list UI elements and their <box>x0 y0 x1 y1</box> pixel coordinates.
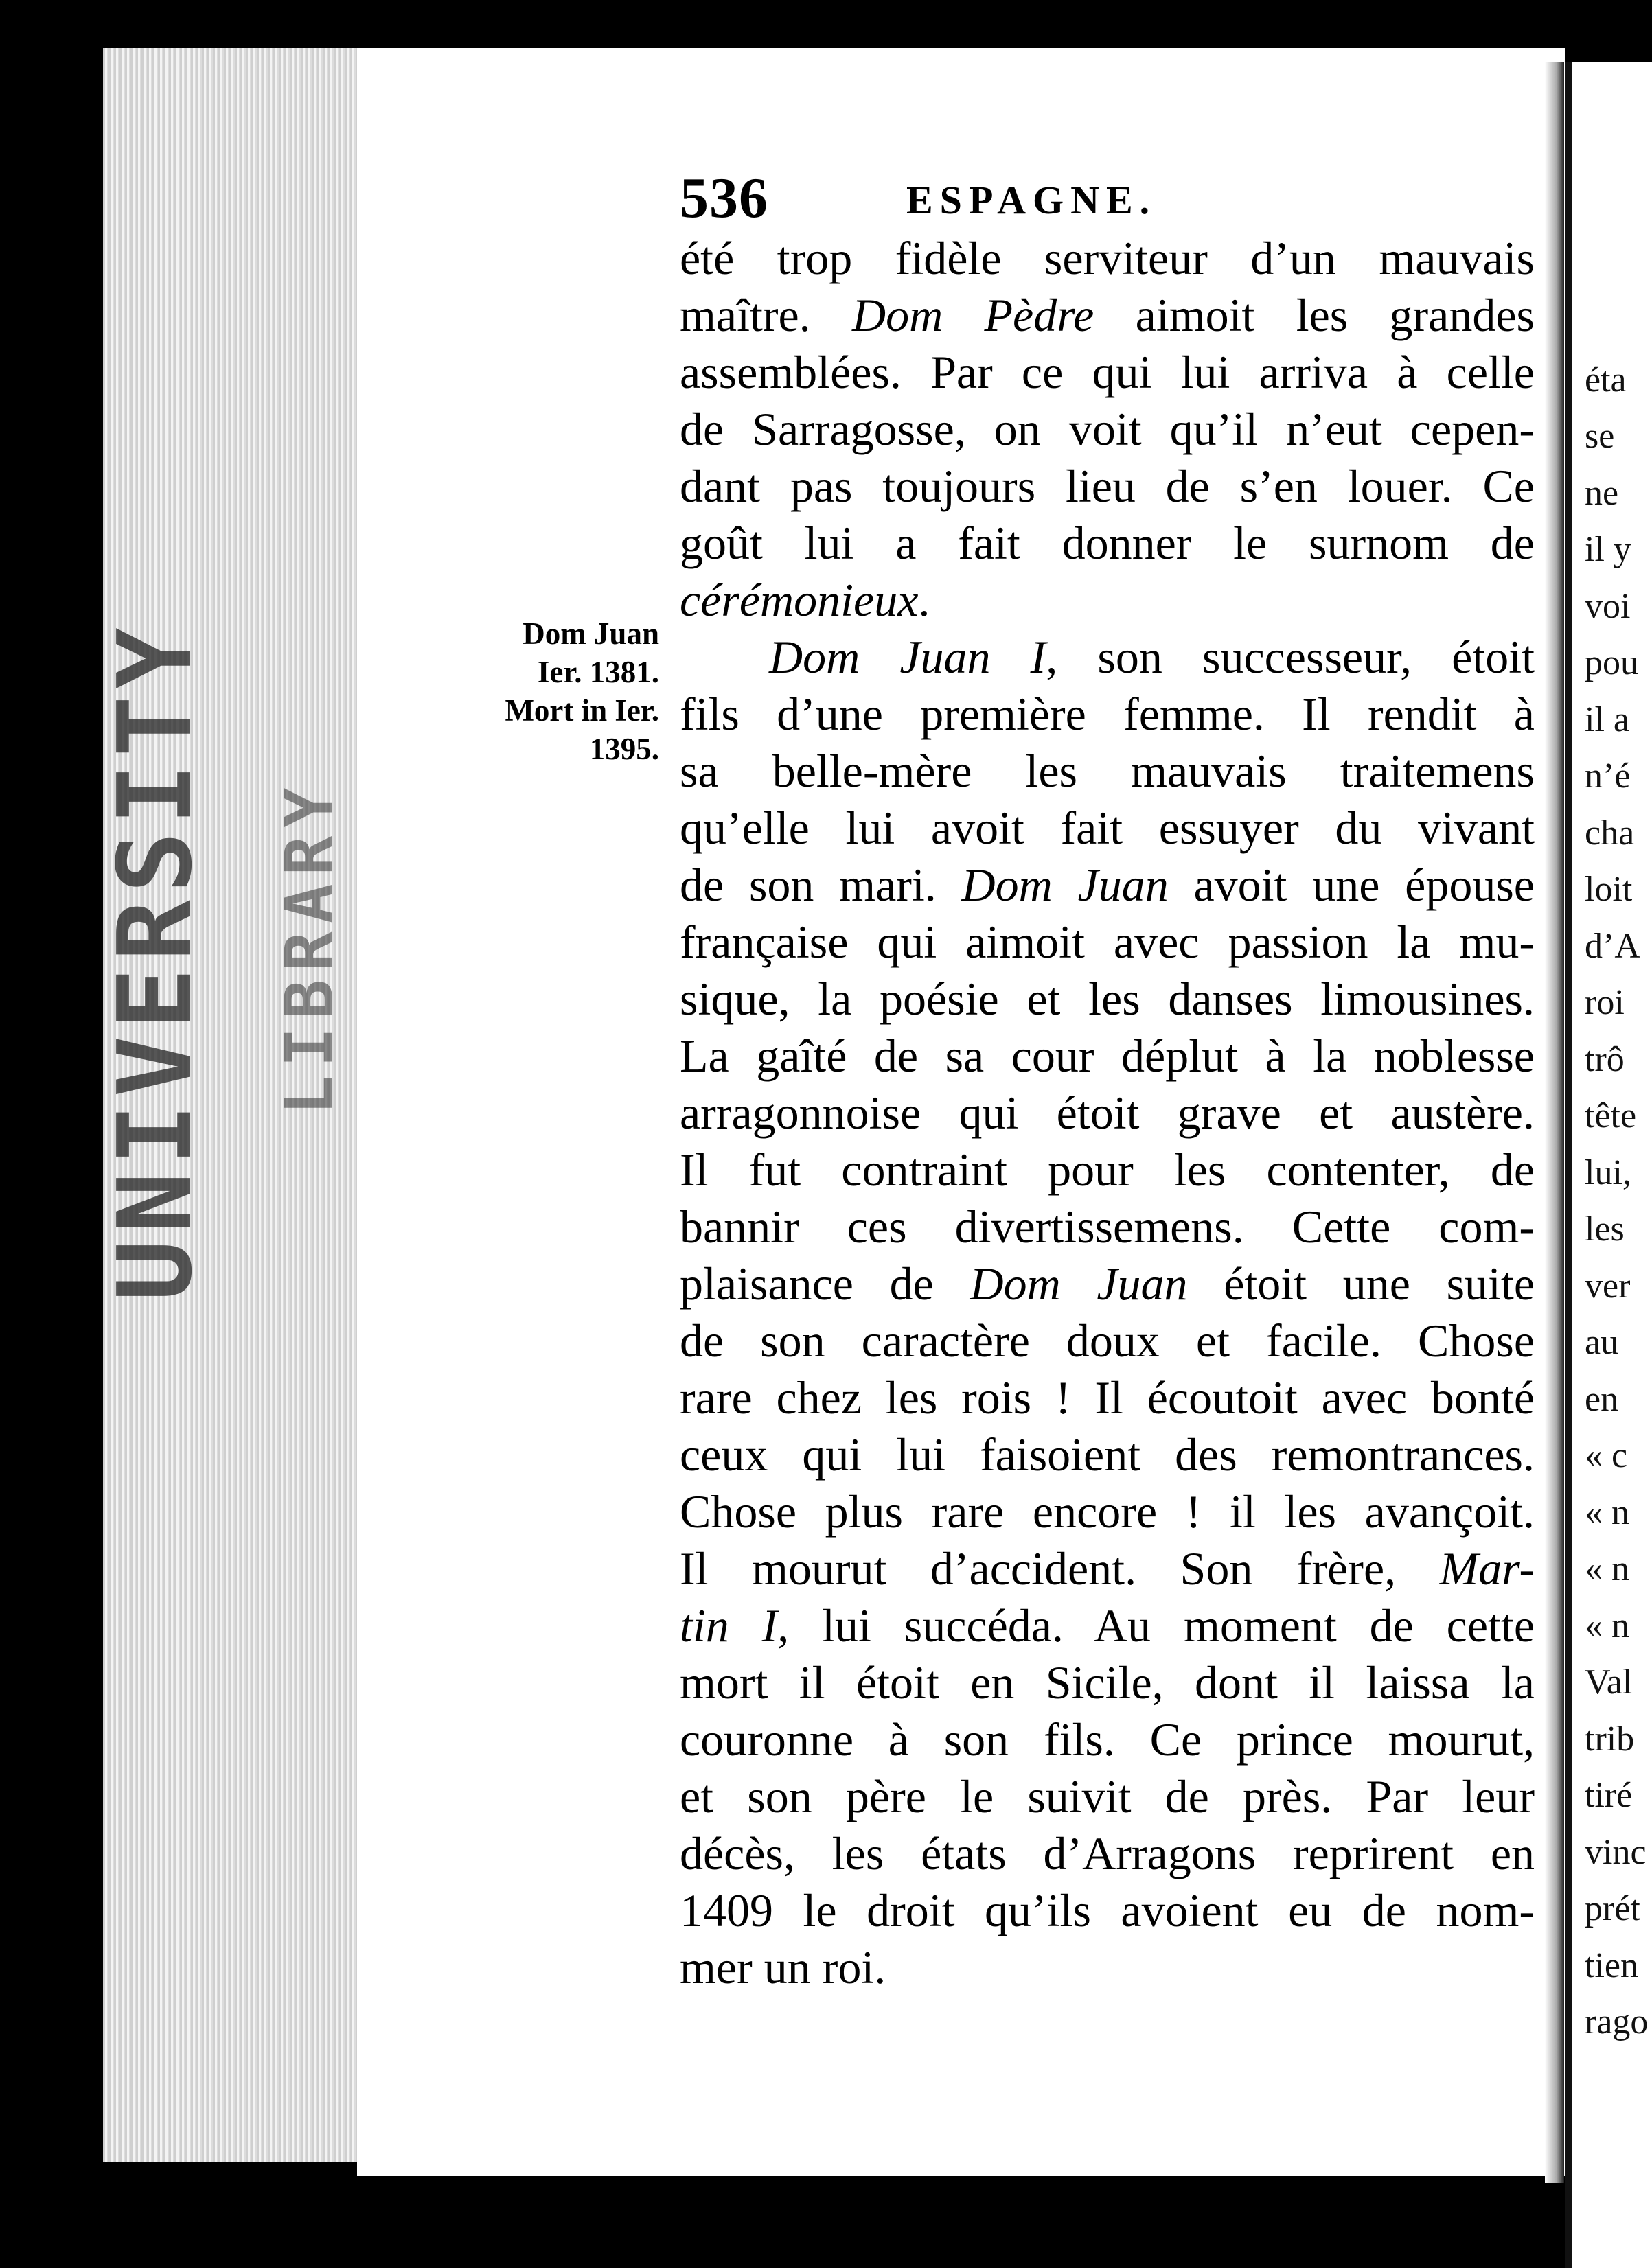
text-segment: Chose plus rare encore ! il les avançoit. <box>680 1485 1535 1538</box>
margin-note-line: Mort in Ier. <box>505 693 659 728</box>
right-page-line: loit <box>1585 870 1633 909</box>
text-segment: dant pas toujours lieu de s’en louer. Ce <box>680 460 1535 512</box>
right-page-line: pou <box>1585 643 1638 682</box>
text-segment: été trop fidèle serviteur d’un mauvais <box>680 232 1535 284</box>
text-line <box>680 1256 1535 1312</box>
text-segment: sique, la poésie et les danses limousines. <box>680 973 1535 1025</box>
right-page-line: roi <box>1585 983 1625 1022</box>
text-segment: mort il étoit en Sicile, dont il laissa la <box>680 1656 1535 1709</box>
right-page-line: « n <box>1585 1549 1629 1588</box>
page-gutter <box>1545 62 1564 2183</box>
right-page-line: ne <box>1585 473 1619 513</box>
text-line <box>680 686 1535 743</box>
text-line <box>680 344 1535 401</box>
text-segment: bannir ces divertissemens. Cette com- <box>680 1201 1535 1253</box>
text-line <box>680 572 1535 629</box>
text-segment: française qui aimoit avec passion la mu- <box>680 916 1535 968</box>
text-line <box>680 1312 1535 1369</box>
text-segment: sa belle-mère les mauvais traitemens <box>680 745 1535 797</box>
right-page-line: se <box>1585 417 1615 456</box>
text-segment: décès, les états d’Arragons reprirent en <box>680 1827 1535 1879</box>
text-line <box>680 1711 1535 1768</box>
right-page-line: vinc <box>1585 1832 1647 1872</box>
text-segment: , son successeur, étoit <box>1046 631 1535 683</box>
text-segment: maître. <box>680 289 852 341</box>
text-line <box>680 230 1535 287</box>
text-line <box>680 401 1535 458</box>
text-line <box>680 971 1535 1028</box>
text-segment: La gaîté de sa cour déplut à la noblesse <box>680 1030 1535 1082</box>
text-segment: Il fut contraint pour les contenter, de <box>680 1144 1535 1196</box>
text-line <box>680 629 1535 686</box>
text-line <box>680 743 1535 800</box>
library-stamp-secondary: LIBRARY <box>271 779 348 1115</box>
page-number: 536 <box>680 166 768 230</box>
margin-note-line: 1395. <box>589 732 659 766</box>
right-page-line: il a <box>1585 699 1629 739</box>
text-line <box>680 1597 1535 1654</box>
text-line <box>680 1483 1535 1540</box>
italic-segment: Dom Juan <box>961 859 1169 911</box>
italic-segment: tin I <box>680 1599 778 1652</box>
body-text <box>680 230 1535 1996</box>
text-segment: fils d’une première femme. Il rendit à <box>680 688 1535 740</box>
right-page-line: n’é <box>1585 756 1631 796</box>
right-page-line: éta <box>1585 360 1627 400</box>
text-segment: arragonnoise qui étoit grave et austère. <box>680 1087 1535 1139</box>
right-page-text <box>1572 295 1648 2051</box>
text-line <box>680 914 1535 971</box>
right-page-line: « n <box>1585 1606 1629 1645</box>
italic-segment: cérémonieux <box>680 574 919 626</box>
text-segment: avoit une épouse <box>1168 859 1535 911</box>
text-line <box>680 1199 1535 1256</box>
right-page-fragment <box>1565 62 1652 2268</box>
text-segment: de Sarragosse, on voit qu’il n’eut cepen- <box>680 403 1535 455</box>
text-line <box>680 1654 1535 1711</box>
italic-segment: Dom Juan I <box>769 631 1046 683</box>
text-line <box>680 1142 1535 1199</box>
text-line <box>680 458 1535 515</box>
text-line <box>680 1882 1535 1939</box>
text-segment: et son père le suivit de près. Par leur <box>680 1770 1535 1822</box>
text-segment: rare chez les rois ! Il écoutoit avec bonté <box>680 1372 1535 1424</box>
text-segment: couronne à son fils. Ce prince mourut, <box>680 1713 1535 1766</box>
text-line <box>680 1028 1535 1085</box>
text-line <box>680 800 1535 857</box>
text-line <box>680 1369 1535 1426</box>
right-page-line: d’A <box>1585 926 1640 966</box>
text-segment: . <box>918 574 930 626</box>
right-page-line: tien <box>1585 1945 1638 1985</box>
right-page-line: trib <box>1585 1719 1635 1759</box>
italic-segment: Dom Juan <box>970 1258 1188 1310</box>
running-head: ESPAGNE. <box>906 178 1157 222</box>
right-page-line: rago <box>1585 2002 1649 2041</box>
right-page-line: cha <box>1585 813 1635 853</box>
text-segment: de son mari. <box>680 859 962 911</box>
right-page-line: prét <box>1585 1889 1640 1928</box>
text-segment: , lui succéda. Au moment de cette <box>777 1599 1535 1652</box>
text-segment: Il mourut d’accident. Son frère, <box>680 1542 1440 1595</box>
library-stamp: UNIVERSITY <box>96 621 214 1301</box>
text-line <box>680 1426 1535 1483</box>
margin-note-line: Ier. 1381. <box>537 655 659 689</box>
text-segment: qu’elle lui avoit fait essuyer du vivant <box>680 802 1535 854</box>
italic-segment: Dom Pèdre <box>851 289 1094 341</box>
right-page-line: au <box>1585 1323 1619 1362</box>
right-page-line: en <box>1585 1379 1619 1419</box>
text-segment: mer un roi. <box>680 1941 886 1993</box>
text-segment: goût lui a fait donner le surnom de <box>680 517 1535 569</box>
right-page-line: tiré <box>1585 1776 1633 1815</box>
text-segment: étoit une suite <box>1187 1258 1535 1310</box>
text-segment: assemblées. Par ce qui lui arriva à celle <box>680 346 1535 398</box>
right-page-line: les <box>1585 1210 1625 1249</box>
margin-note <box>494 614 659 768</box>
margin-note-line: Dom Juan <box>523 616 659 651</box>
right-page-line <box>1572 295 1648 352</box>
text-line <box>680 1540 1535 1597</box>
text-line <box>680 857 1535 914</box>
page-header <box>680 165 1524 230</box>
text-line <box>680 1939 1535 1996</box>
right-page-line: « c <box>1585 1436 1628 1475</box>
text-segment: aimoit les grandes <box>1094 289 1535 341</box>
text-segment: de son caractère doux et facile. Chose <box>680 1315 1535 1367</box>
right-page-line: trô <box>1585 1039 1625 1079</box>
right-page-line: Val <box>1585 1663 1633 1702</box>
text-line <box>680 1085 1535 1142</box>
text-line <box>680 515 1535 572</box>
right-page-line: lui, <box>1585 1153 1631 1192</box>
right-page-line: « n <box>1585 1492 1629 1532</box>
text-segment: plaisance de <box>680 1258 970 1310</box>
right-page-line: voi <box>1585 586 1631 626</box>
right-page-line: il y <box>1585 530 1631 569</box>
text-line <box>680 1825 1535 1882</box>
text-line <box>680 1768 1535 1825</box>
text-segment: ceux qui lui faisoient des remontrances. <box>680 1428 1535 1481</box>
text-segment: 1409 le droit qu’ils avoient eu de nom- <box>680 1884 1535 1936</box>
italic-segment: Mar- <box>1439 1542 1535 1595</box>
right-page-line: tête <box>1585 1096 1637 1135</box>
right-page-line: ver <box>1585 1266 1631 1306</box>
text-line <box>680 287 1535 344</box>
